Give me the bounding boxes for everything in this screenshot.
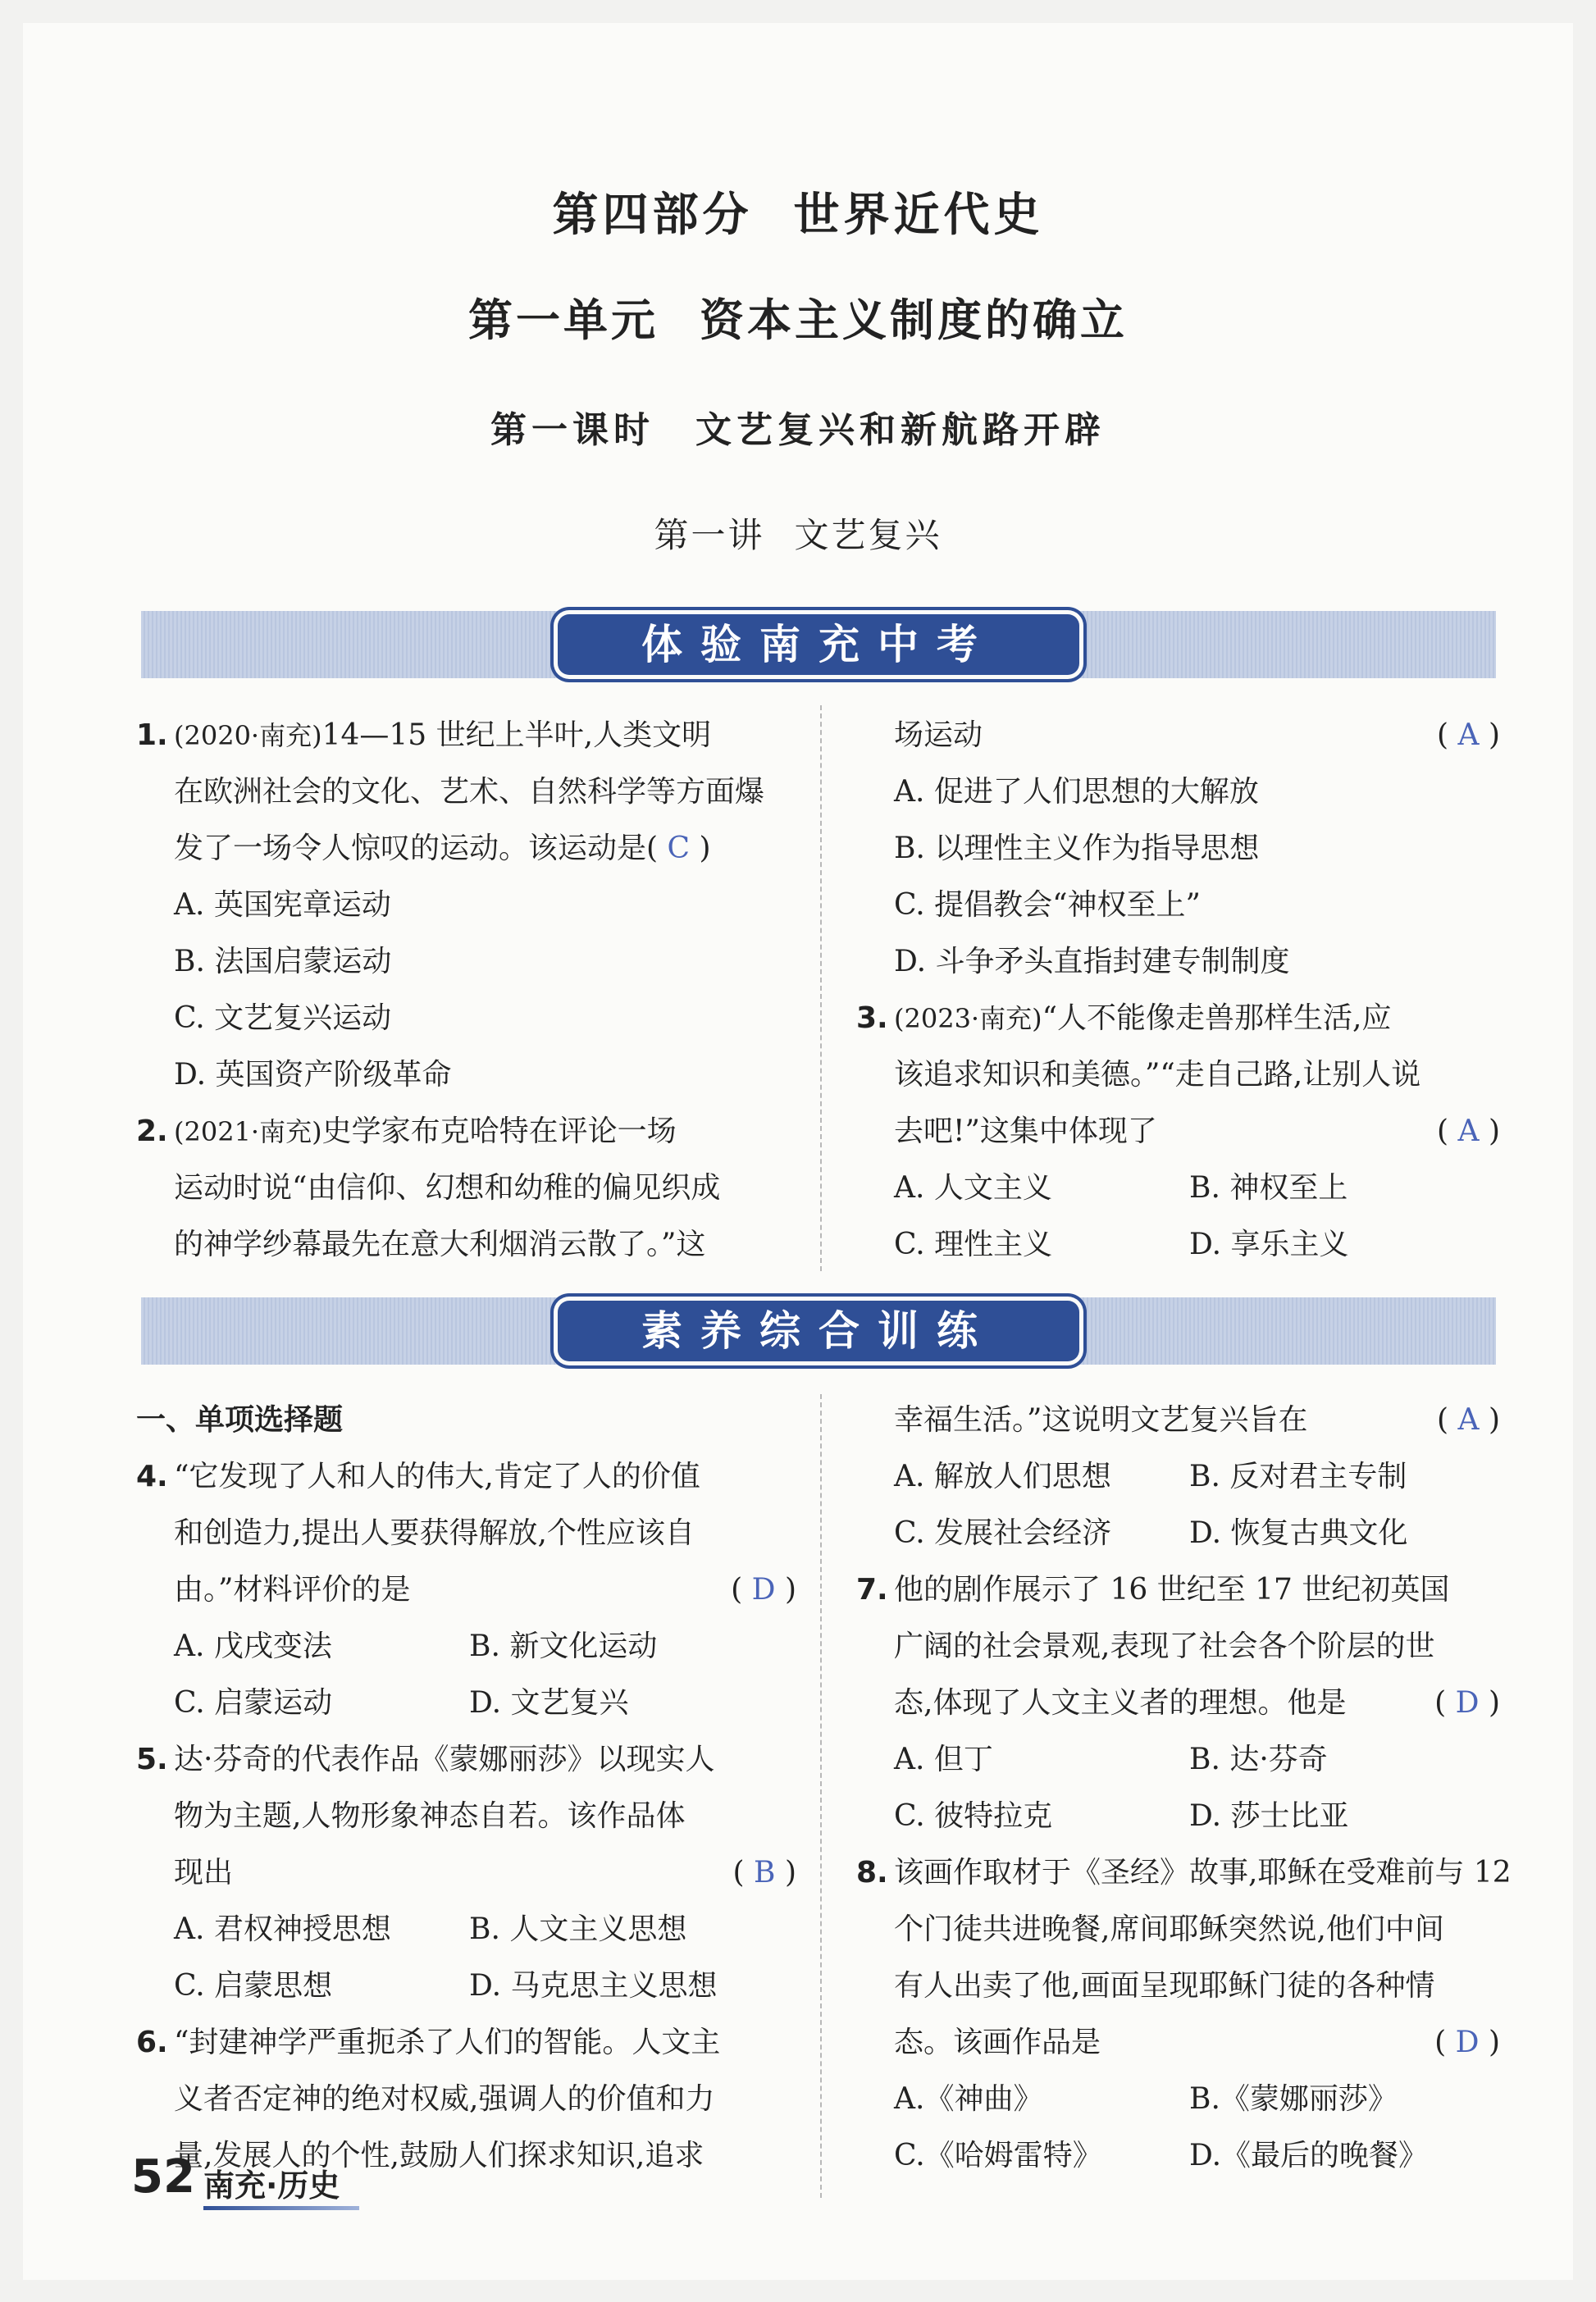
banner-comprehensive-training: [141, 1297, 1496, 1365]
part-title: 第四部分 世界近代史: [552, 189, 1044, 242]
question-6: 6. “封建神学严重扼杀了人们的智能。人文主: [136, 2026, 721, 2059]
answer: A: [1457, 718, 1480, 752]
option: B. 法国启蒙运动: [174, 945, 392, 978]
option-row: A. 戊戌变法 B. 新文化运动: [174, 1630, 658, 1663]
option-row: A. 但丁 B. 达·芬奇: [894, 1743, 1328, 1776]
question-8: 8. 该画作取材于《圣经》故事,耶稣在受难前与 12: [856, 1856, 1512, 1889]
banner-label: 素养综合训练: [558, 1301, 1079, 1361]
question-5: 5. 达·芬奇的代表作品《蒙娜丽莎》以现实人: [136, 1743, 715, 1776]
option-row: C. 发展社会经济 D. 恢复古典文化: [894, 1516, 1408, 1550]
option-row: C. 启蒙运动 D. 文艺复兴: [174, 1686, 629, 1720]
option: C. 文艺复兴运动: [174, 1001, 392, 1035]
answer: A: [1457, 1403, 1480, 1437]
option: C. 提倡教会“神权至上”: [894, 888, 1201, 922]
left-column-1: 1. (2020·南充)14—15 世纪上半叶,人类文明 在欧洲社会的文化、艺术、自然科学等方面爆 发了一场令人惊叹的运动。该运动是( C ) A. 英国宪章运动 B. 法国启蒙运动 C. 文艺复兴运动 D. 英国资产阶级革命 2. (2021·南充)史学家布克哈特在评论一场 运动时说“由信仰、幻想和幼稚的偏见织成 的神学纱幕最先在意大利烟消云散了。”这: [136, 707, 796, 1273]
option-row: A. 君权神授思想 B. 人文主义思想: [174, 1912, 687, 1946]
banner-label: 体验南充中考: [558, 614, 1079, 675]
footer-underline: [203, 2206, 359, 2210]
option: D. 英国资产阶级革命: [174, 1058, 452, 1092]
option: A. 促进了人们思想的大解放: [894, 775, 1259, 809]
question-2: 2. (2021·南充)史学家布克哈特在评论一场: [136, 1115, 677, 1148]
question-3: 3. (2023·南充)“人不能像走兽那样生活,应: [856, 1001, 1392, 1035]
right-column-1: 场运动 ( A ) A. 促进了人们思想的大解放 B. 以理性主义作为指导思想 C. 提倡教会“神权至上” D. 斗争矛头直指封建专制制度 3. (2023·南充)“人不能像走兽那样生活,应 该追求知识和美德。”“走自己路,让别人说 去吧!”这集中体现了 ( A ) A. 人文主义 B. 神权至上 C. 理性主义 D. 享乐主义: [856, 707, 1500, 1273]
answer: D: [751, 1573, 776, 1607]
option-row: C. 彼特拉克 D. 莎士比亚: [894, 1799, 1349, 1833]
option-row: A. 解放人们思想 B. 反对君主专制: [894, 1460, 1407, 1493]
option-row: A.《神曲》 B.《蒙娜丽莎》: [894, 2082, 1398, 2116]
left-column-2: 一、单项选择题 4. “它发现了人和人的伟大,肯定了人的价值 和创造力,提出人要获得解放,个性应该自 由。”材料评价的是 ( D ) A. 戊戌变法 B. 新文化运动 C. 启蒙运动 D. 文艺复兴 5. 达·芬奇的代表作品《蒙娜丽莎》以现实人 物为主题,人物形象神态自若。该作品体 现出 ( B ) A. 君权神授思想 B. 人文主义思想 C. 启蒙思想 D. 马克思主义思想 6. “封建神学严重扼杀了人们的智能。人文主 义者否定神的绝对权威,强调人的价值和力 量,发展人的个性,鼓励人们探求知识,追求: [136, 1392, 796, 2184]
book-title: 南充·历史: [203, 2168, 340, 2204]
option-row: A. 人文主义 B. 神权至上: [894, 1171, 1348, 1205]
column-divider: [820, 1394, 822, 2198]
banner-exam-experience: [141, 611, 1496, 678]
question-1: 1. (2020·南充)14—15 世纪上半叶,人类文明: [136, 718, 712, 752]
answer: D: [1455, 1686, 1480, 1720]
unit-title: 第一单元 资本主义制度的确立: [468, 294, 1128, 346]
option: B. 以理性主义作为指导思想: [894, 832, 1260, 865]
lesson-title: 第一课时 文艺复兴和新航路开辟: [490, 409, 1106, 451]
answer: B: [754, 1856, 776, 1889]
answer: C: [667, 832, 691, 865]
option-row: C. 理性主义 D. 享乐主义: [894, 1228, 1349, 1261]
lecture-title: 第一讲 文艺复兴: [654, 515, 942, 555]
option-row: C.《哈姆雷特》 D.《最后的晚餐》: [894, 2139, 1429, 2172]
option: D. 斗争矛头直指封建专制制度: [894, 945, 1290, 978]
option: A. 英国宪章运动: [174, 888, 391, 922]
right-column-2: 幸福生活。”这说明文艺复兴旨在 ( A ) A. 解放人们思想 B. 反对君主专制 C. 发展社会经济 D. 恢复古典文化 7. 他的剧作展示了 16 世纪至 17 世纪初英国 广阔的社会景观,表现了社会各个阶层的世 态,体现了人文主义者的理想。他是 ( D ) A. 但丁 B. 达·芬奇 C. 彼特拉克 D. 莎士比亚 8. 该画作取材于《圣经》故事,耶稣在受难前与 12 个门徒共进晚餐,席间耶稣突然说,他们中间 有人出卖了他,画面呈现耶稣门徒的各种情 态。该画作品是 ( D ) A.《神曲》 B.《蒙娜丽莎》 C.《哈姆雷特》 D.《最后的晚餐》: [856, 1392, 1500, 2184]
page-number: 52: [131, 2150, 195, 2204]
answer: A: [1457, 1115, 1480, 1148]
option-row: C. 启蒙思想 D. 马克思主义思想: [174, 1969, 718, 2003]
column-divider: [820, 705, 822, 1271]
question-4: 4. “它发现了人和人的伟大,肯定了人的价值: [136, 1460, 700, 1493]
section-heading: 一、单项选择题: [136, 1403, 344, 1437]
answer: D: [1455, 2026, 1480, 2059]
question-7: 7. 他的剧作展示了 16 世纪至 17 世纪初英国: [856, 1573, 1450, 1607]
